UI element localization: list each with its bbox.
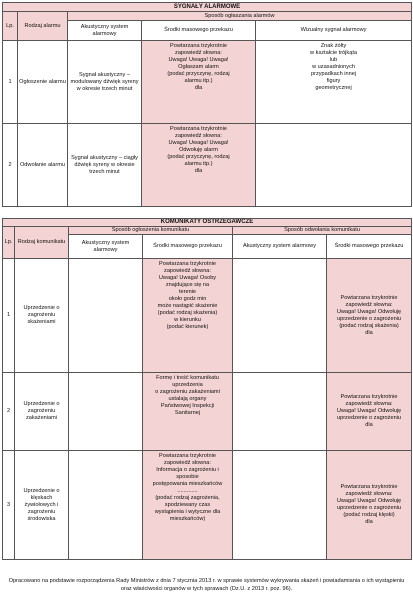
- table-row: [3, 373, 412, 451]
- alarm-col-acoustic: Akustyczny system alarmowy: [68, 21, 142, 41]
- row-visual: Znak żółty w kształcie trójkąta lub w uzasadnionych przypadkach innej figury geometrycznej: [256, 41, 412, 124]
- row-media: Powtarzana trzykrotnie zapowiedź słowna: Uwaga! Uwaga! Uwaga! Odwołuję alarm (podać przyczynę, rodzaj alarmu itp.) dla: [142, 124, 256, 207]
- table-row: [3, 451, 412, 560]
- table-row: [3, 259, 412, 373]
- warnings-col-announce: Sposób ogłoszenia komunikatu: [69, 227, 233, 235]
- row-lp: 2: [3, 373, 15, 451]
- alarm-table-title: SYGNAŁY ALARMOWE: [3, 3, 412, 12]
- row-media: Powtarzana trzykrotnie zapowiedź słowna: Uwaga! Uwaga! Osoby znajdujące się na terenie około godz min może nastąpić skażenie (podać rodzaj skażenia) w kierunku (podać kierunek): [143, 259, 233, 373]
- row-acoustic-cancel: [233, 451, 327, 560]
- warnings-col-cancel: Sposób odwołania komunikatu: [233, 227, 412, 235]
- warnings-col-acoustic: Akustyczny system alarmowy: [69, 235, 143, 259]
- alarm-col-media: Środki masowego przekazu: [142, 21, 256, 41]
- warnings-col-media-cancel: Środki masowego przekazu: [327, 235, 412, 259]
- row-lp: 1: [3, 259, 15, 373]
- row-acoustic: [69, 259, 143, 373]
- row-visual: [256, 124, 412, 207]
- row-acoustic-cancel: [233, 259, 327, 373]
- alarm-col-lp: Lp.: [3, 12, 18, 41]
- alarm-col-visual: Wizualny sygnał alarmowy: [256, 21, 412, 41]
- alarm-col-type: Rodzaj alarmu: [18, 12, 68, 41]
- row-acoustic: Sygnał akustyczny – ciągły dźwięk syreny w okresie trzech minut: [68, 124, 142, 207]
- row-acoustic: Sygnał akustyczny – modulowany dźwięk syreny w okresie trzech minut: [68, 41, 142, 124]
- row-media-cancel: Powtarzana trzykrotnie zapowiedź słowna: Uwaga! Uwaga! Odwołuję uprzedzenie o zagrożeniu (podać rodzaj klęski) dla: [327, 451, 412, 560]
- row-type: Uprzedzenie o zagrożeniu zakażeniami: [15, 373, 69, 451]
- row-media: Powtarzana trzykrotnie zapowiedź słowna: Uwaga! Uwaga! Uwaga! Ogłaszam alarm (podać przyczynę, rodzaj alarmu itp.) dla: [142, 41, 256, 124]
- row-lp: 2: [3, 124, 18, 207]
- row-media: Formę i treść komunikatu uprzedzenia o zagrożeniu zakażeniami ustalają organy Państwowej Inspekcji Sanitarnej: [143, 373, 233, 451]
- row-lp: 1: [3, 41, 18, 124]
- row-media: Powtarzana trzykrotnie zapowiedź słowna: Informacja o zagrożeniu i sposobie postępowania mieszkańców ............. (podać rodzaj zagrożenia, spodziewany czas wystąpienia i wytyczne dla mieszkańców): [143, 451, 233, 560]
- row-media-cancel: Powtarzana trzykrotnie zapowiedź słowna: Uwaga! Uwaga! Odwołuję uprzedzenie o zagrożeniu dla: [327, 373, 412, 451]
- row-lp: 3: [3, 451, 15, 560]
- warning-messages-table: [2, 218, 412, 560]
- row-type: Uprzedzenie o klęskach żywiołowych i zagrożeniu środowiska: [15, 451, 69, 560]
- warnings-table-title: KOMUNIKATY OSTRZEGAWCZE: [3, 219, 412, 227]
- row-media-cancel: Powtarzana trzykrotnie zapowiedź słowna: Uwaga! Uwaga! Odwołuję uprzedzenie o zagrożeniu (podać rodzaj skażenia) dla: [327, 259, 412, 373]
- row-type: Ogłoszenie alarmu: [18, 41, 68, 124]
- row-acoustic: [69, 373, 143, 451]
- row-acoustic: [69, 451, 143, 560]
- table-row: [3, 124, 412, 207]
- table-row: [3, 41, 412, 124]
- source-footnote: Opracowano na podstawie rozporządzenia Rady Ministrów z dnia 7 stycznia 2013 r. w sprawie systemów wykrywania skażeń i powiadamiania o ich wystąpieniu oraz właściwości organów w tych sprawach (Dz.U. z 2013 r. poz. 96).: [8, 578, 405, 592]
- warnings-col-lp: Lp.: [3, 227, 15, 259]
- alarm-col-method: Sposób ogłaszania alarmów: [68, 12, 412, 21]
- row-type: Odwołanie alarmu: [18, 124, 68, 207]
- row-type: Uprzedzenie o zagrożeniu skażeniami: [15, 259, 69, 373]
- warnings-col-acoustic-cancel: Akustyczny system alarmowy: [233, 235, 327, 259]
- warnings-col-media: Środki masowego przekazu: [143, 235, 233, 259]
- alarm-signals-table: [2, 2, 412, 207]
- row-acoustic-cancel: [233, 373, 327, 451]
- warnings-col-type: Rodzaj komunikatu: [15, 227, 69, 259]
